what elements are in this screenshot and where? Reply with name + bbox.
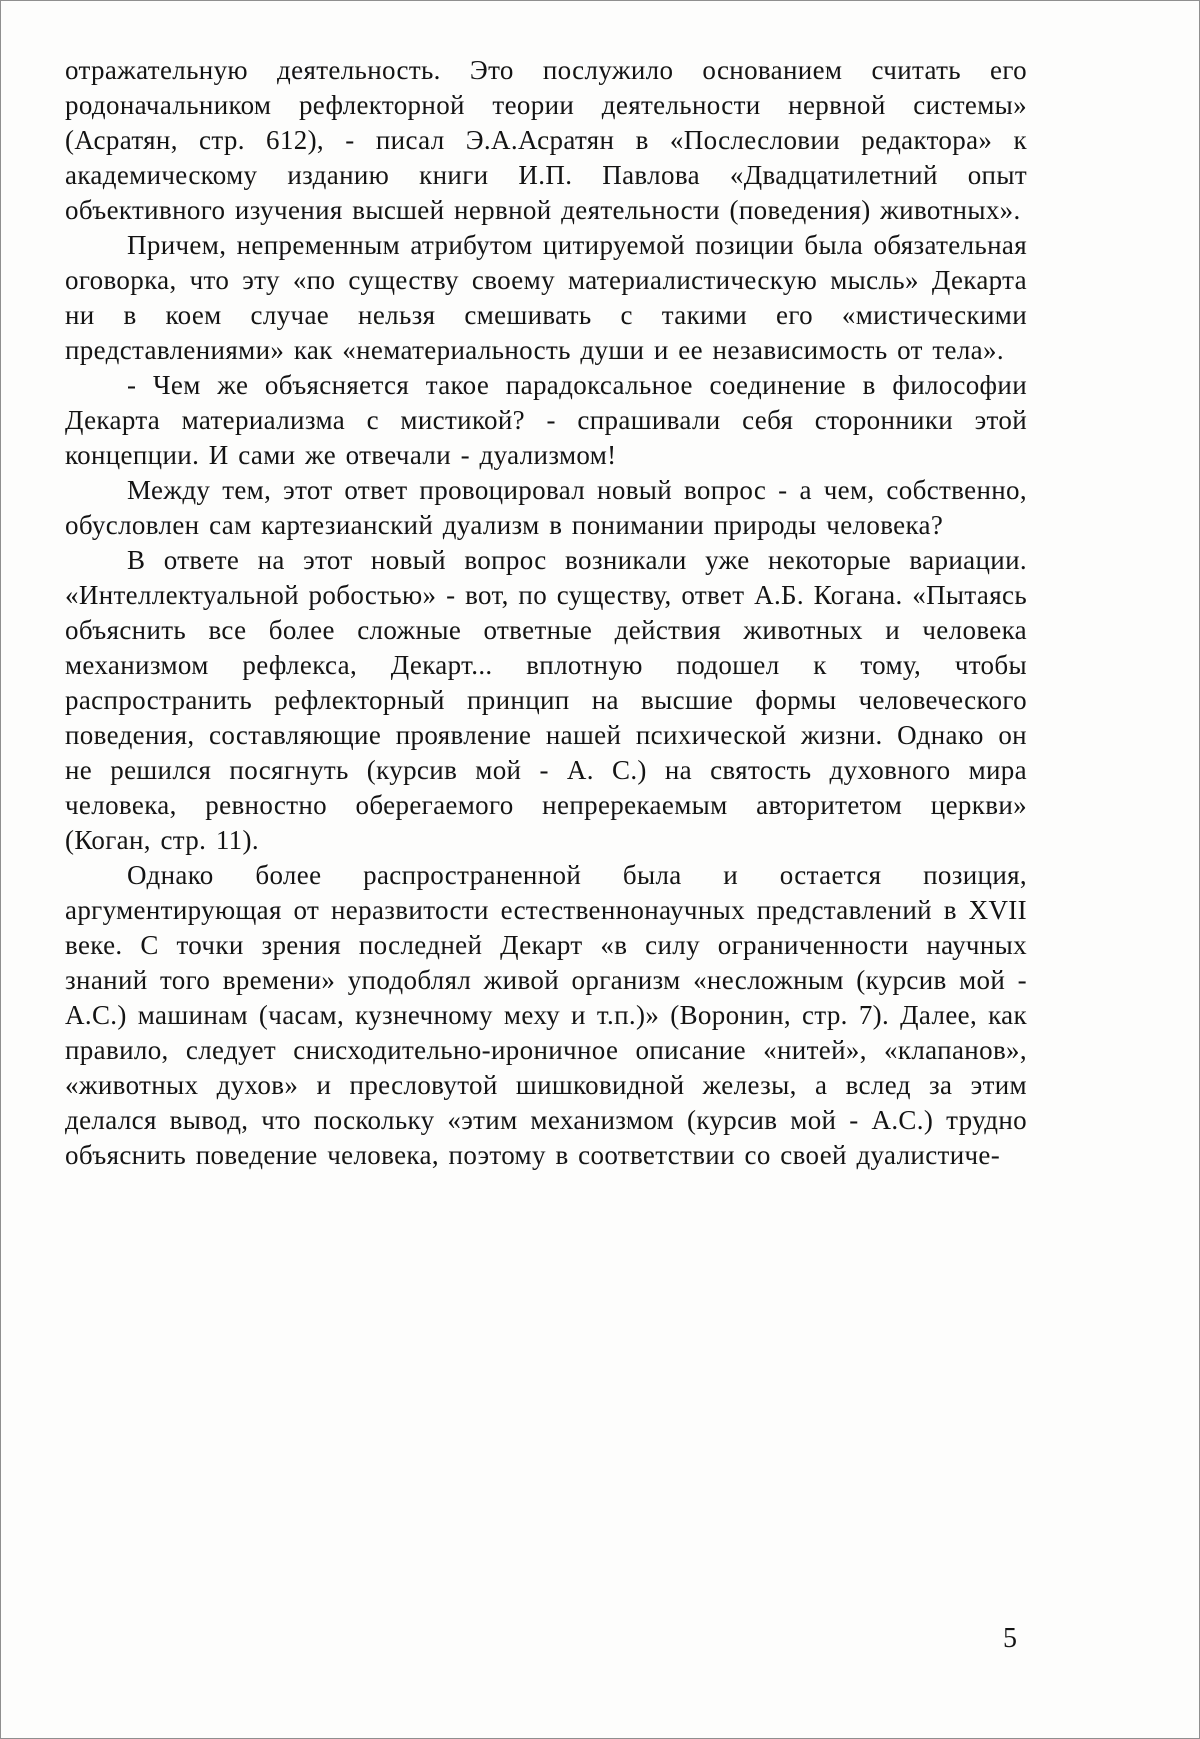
paragraph: Однако более распространенной была и остается позиция, аргументирующая от неразвитости естественнонаучных представлений в XVII веке. С точки зрения последней Декарт «в силу ограниченности научных знаний того времени» уподоблял живой организм «несложным (курсив мой - А.С.) машинам (часам, кузнечному меху и т.п.)» (Воронин, стр. 7). Далее, как правило, следует снисходительно-ироничное описание «нитей», «клапанов», «животных духов» и пресловутой шишковидной железы, а вслед за этим делался вывод, что поскольку «этим механизмом (курсив мой - А.С.) трудно объяснить поведение человека, поэтому в соответствии со своей дуалистиче- xyxy=(65,860,1027,1170)
paragraph: В ответе на этот новый вопрос возникали уже некоторые вариации. «Интеллектуальной робостью» - вот, по существу, ответ А.Б. Когана. «Пытаясь объяснить все более сложные ответные действия животных и человека механизмом рефлекса, Декарт... вплотную подошел к тому, чтобы распространить рефлекторный принцип на высшие формы человеческого поведения, составляющие проявление нашей психической жизни. Однако он не решился посягнуть (курсив мой - А. С.) на святость духовного мира человека, ревностно оберегаемого непререкаемым авторитетом церкви» (Коган, стр. 11). xyxy=(65,545,1027,855)
text-block xyxy=(65,53,1027,1173)
page-number: 5 xyxy=(1003,1623,1017,1654)
paragraph: Причем, непременным атрибутом цитируемой позиции была обязательная оговорка, что эту «по существу своему материалистическую мысль» Декарта ни в коем случае нельзя смешивать с такими его «мистическими представлениями» как «нематериальность души и ее независимость от тела». xyxy=(65,230,1027,365)
paragraph: Между тем, этот ответ провоцировал новый вопрос - а чем, собственно, обусловлен сам картезианский дуализм в понимании природы человека? xyxy=(65,475,1027,540)
paragraph-continuation: отражательную деятельность. Это послужило основанием считать его родоначальником рефлекторной теории деятельности нервной системы» (Асратян, стр. 612), - писал Э.А.Асратян в «Послесловии редактора» к академическому изданию книги И.П. Павлова «Двадцатилетний опыт объективного изучения высшей нервной деятельности (поведения) животных». xyxy=(65,55,1027,225)
paragraph: - Чем же объясняется такое парадоксальное соединение в философии Декарта материализма с мистикой? - спрашивали себя сторонники этой концепции. И сами же отвечали - дуализмом! xyxy=(65,370,1027,470)
